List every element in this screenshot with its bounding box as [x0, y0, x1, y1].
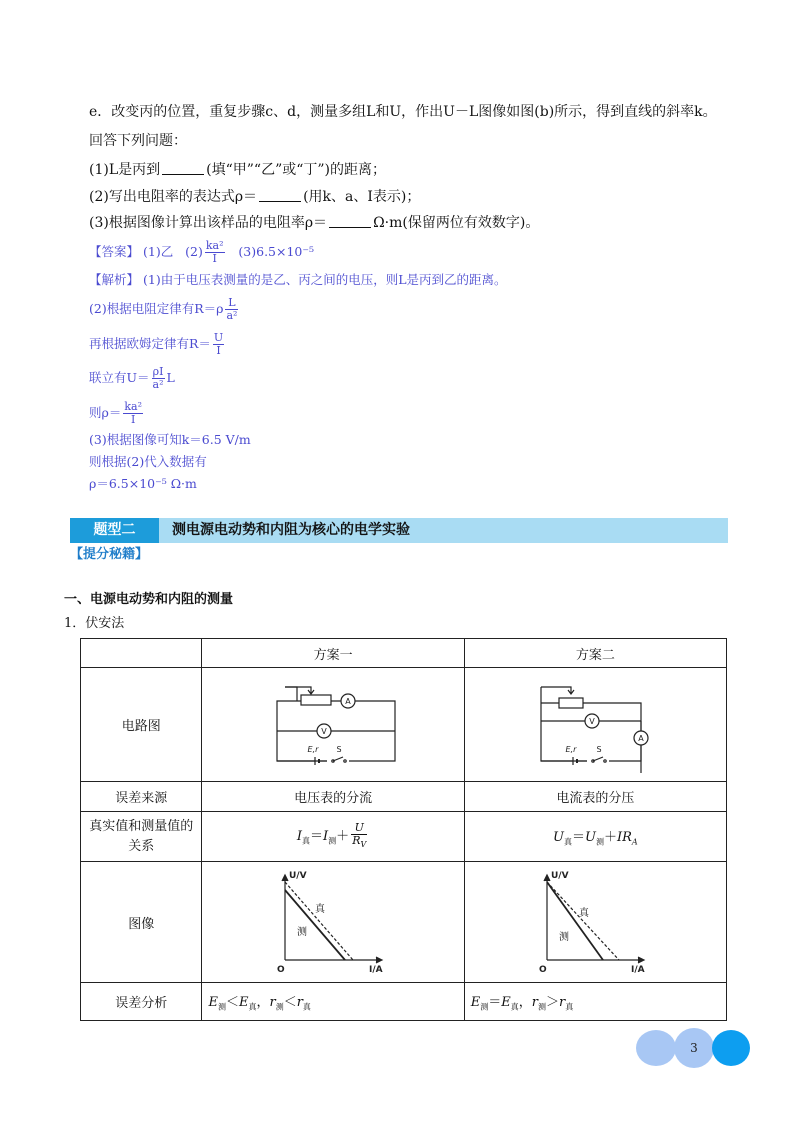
question-2-part-b: (用k、a、I表示)； — [303, 189, 421, 205]
graph-2-true-label: 真 — [579, 908, 590, 919]
method-heading: 1．伏安法 — [64, 616, 125, 631]
tip-heading: 【提分秘籍】 — [70, 547, 149, 562]
row-label-relation: 真实值和测量值的关系 — [81, 812, 202, 862]
question-1 — [89, 160, 386, 180]
question-3-part-a: (3)根据图像计算出该样品的电阻率ρ＝ — [89, 215, 328, 231]
page-circle-left — [636, 1030, 676, 1066]
graph-1 — [273, 868, 393, 976]
switch-label-2: S — [596, 744, 602, 754]
table-header-row — [81, 639, 727, 668]
graph-1-x-label: I/A — [369, 965, 383, 975]
table-row-circuit — [81, 668, 727, 782]
ammeter-label-2: A — [638, 733, 645, 743]
graph-1-cell — [202, 862, 464, 983]
graph-1-origin: O — [277, 965, 285, 975]
row-label-error-source: 误差来源 — [81, 782, 202, 812]
analysis-line-3: 再根据欧姆定律有R＝ $\frac{U}{I}$ — [89, 331, 224, 357]
source-label-2: E,r — [565, 744, 577, 754]
analysis-line-6: (3)根据图像可知k＝6.5 V/m — [89, 432, 251, 447]
section-title: 测电源电动势和内阻为核心的电学实验 — [172, 522, 410, 538]
question-3-part-b: Ω·m(保留两位有效数字)。 — [373, 215, 540, 231]
graph-2-x-label: I/A — [631, 965, 645, 975]
graph-2-y-label: U/V — [551, 871, 569, 881]
relation-formula-2: $U_真=U_测+IR_A$ — [464, 812, 726, 862]
blank-1 — [162, 160, 204, 175]
circuit-diagram-1-cell — [202, 668, 464, 782]
page-indicator — [636, 1028, 752, 1068]
switch-label-1: S — [336, 744, 342, 754]
circuit-diagram-2 — [525, 677, 665, 773]
row-label-analysis: 误差分析 — [81, 983, 202, 1021]
ammeter-label-1: A — [345, 696, 351, 706]
page-circle-right — [712, 1030, 750, 1066]
question-2 — [89, 187, 420, 207]
analysis-line-4: 联立有U＝ $\frac{\rho I}{\text{a²}}$ L — [89, 365, 175, 391]
relation-formula-1: $I_真=I_测+$ $\frac{U}{R_V}$ — [202, 812, 464, 862]
table-row-error-source — [81, 782, 727, 812]
header-cell-scheme-1: 方案一 — [202, 639, 464, 668]
table-row-analysis — [81, 983, 727, 1021]
analysis-line-1: 【解析】 (1)由于电压表测量的是乙、丙之间的电压，则L是丙到乙的距离。 — [89, 272, 507, 287]
graph-1-true-label: 真 — [315, 904, 326, 915]
question-1-part-a: (1)L是丙到 — [89, 162, 161, 178]
analysis-label: 【解析】 — [89, 272, 140, 287]
comparison-table — [80, 638, 727, 1021]
graph-2-cell — [464, 862, 726, 983]
answer-label: 【答案】 — [89, 244, 140, 259]
graph-2-measured-label: 测 — [559, 932, 570, 943]
question-3 — [89, 213, 539, 233]
error-analysis-1: $E_测<E_真$，$r_测<r_真$ — [202, 983, 464, 1021]
question-2-part-a: (2)写出电阻率的表达式ρ＝ — [89, 189, 258, 205]
table-row-relation — [81, 812, 727, 862]
row-label-circuit: 电路图 — [81, 668, 202, 782]
question-1-part-b: (填“甲”“乙”或“丁”)的距离； — [206, 162, 387, 178]
error-analysis-2: $E_测=E_真$，$r_测>r_真$ — [464, 983, 726, 1021]
row-label-graph: 图像 — [81, 862, 202, 983]
step-e-text: e．改变丙的位置，重复步骤c、d，测量多组L和U，作出U－L图像如图(b)所示，得到直线的斜率k。 — [89, 104, 717, 120]
blank-2 — [259, 187, 301, 202]
source-label-1: E,r — [307, 744, 319, 754]
circuit-diagram-1 — [263, 677, 403, 773]
answer-part-1: (1)乙 — [143, 244, 174, 259]
header-cell-empty — [81, 639, 202, 668]
voltmeter-label-2: V — [589, 716, 596, 726]
fraction-ka2-over-i: $\frac{\text{ka²}}{I}$ — [124, 400, 142, 426]
answer-fraction: $\frac{\text{ka²}}{I}$ — [205, 239, 224, 265]
analysis-line-5: 则ρ＝ $\frac{\text{ka²}}{I}$ — [89, 400, 142, 426]
analysis-line-8: ρ＝6.5×10⁻⁵ Ω·m — [89, 476, 197, 491]
error-source-1: 电压表的分流 — [202, 782, 464, 812]
graph-1-measured-label: 测 — [297, 927, 308, 938]
answer-prompt: 回答下列问题： — [89, 133, 187, 149]
answer-part-2: (2) — [185, 244, 203, 259]
fraction-l-over-a2: $\frac{L}{\text{a²}}$ — [226, 296, 238, 322]
section-banner — [70, 518, 728, 543]
answer-part-3: (3)6.5×10⁻⁵ — [238, 244, 314, 259]
graph-2-origin: O — [539, 965, 547, 975]
subsection-heading: 一、电源电动势和内阻的测量 — [64, 592, 234, 607]
table-row-graph — [81, 862, 727, 983]
answer-line — [89, 240, 314, 265]
blank-3 — [329, 213, 371, 228]
fraction-rhoi-over-a2: $\frac{\rho I}{\text{a²}}$ — [152, 365, 164, 391]
voltmeter-label-1: V — [321, 726, 327, 736]
header-cell-scheme-2: 方案二 — [464, 639, 726, 668]
graph-2 — [535, 868, 655, 976]
fraction-u-over-i: $\frac{U}{I}$ — [213, 331, 224, 357]
section-label: 题型二 — [70, 518, 159, 543]
circuit-diagram-2-cell — [464, 668, 726, 782]
analysis-line-2: (2)根据电阻定律有R＝ρ $\frac{L}{\text{a²}}$ — [89, 296, 238, 322]
page-number: 3 — [674, 1028, 714, 1068]
error-source-2: 电流表的分压 — [464, 782, 726, 812]
graph-1-y-label: U/V — [289, 871, 307, 881]
analysis-line-7: 则根据(2)代入数据有 — [89, 454, 207, 469]
